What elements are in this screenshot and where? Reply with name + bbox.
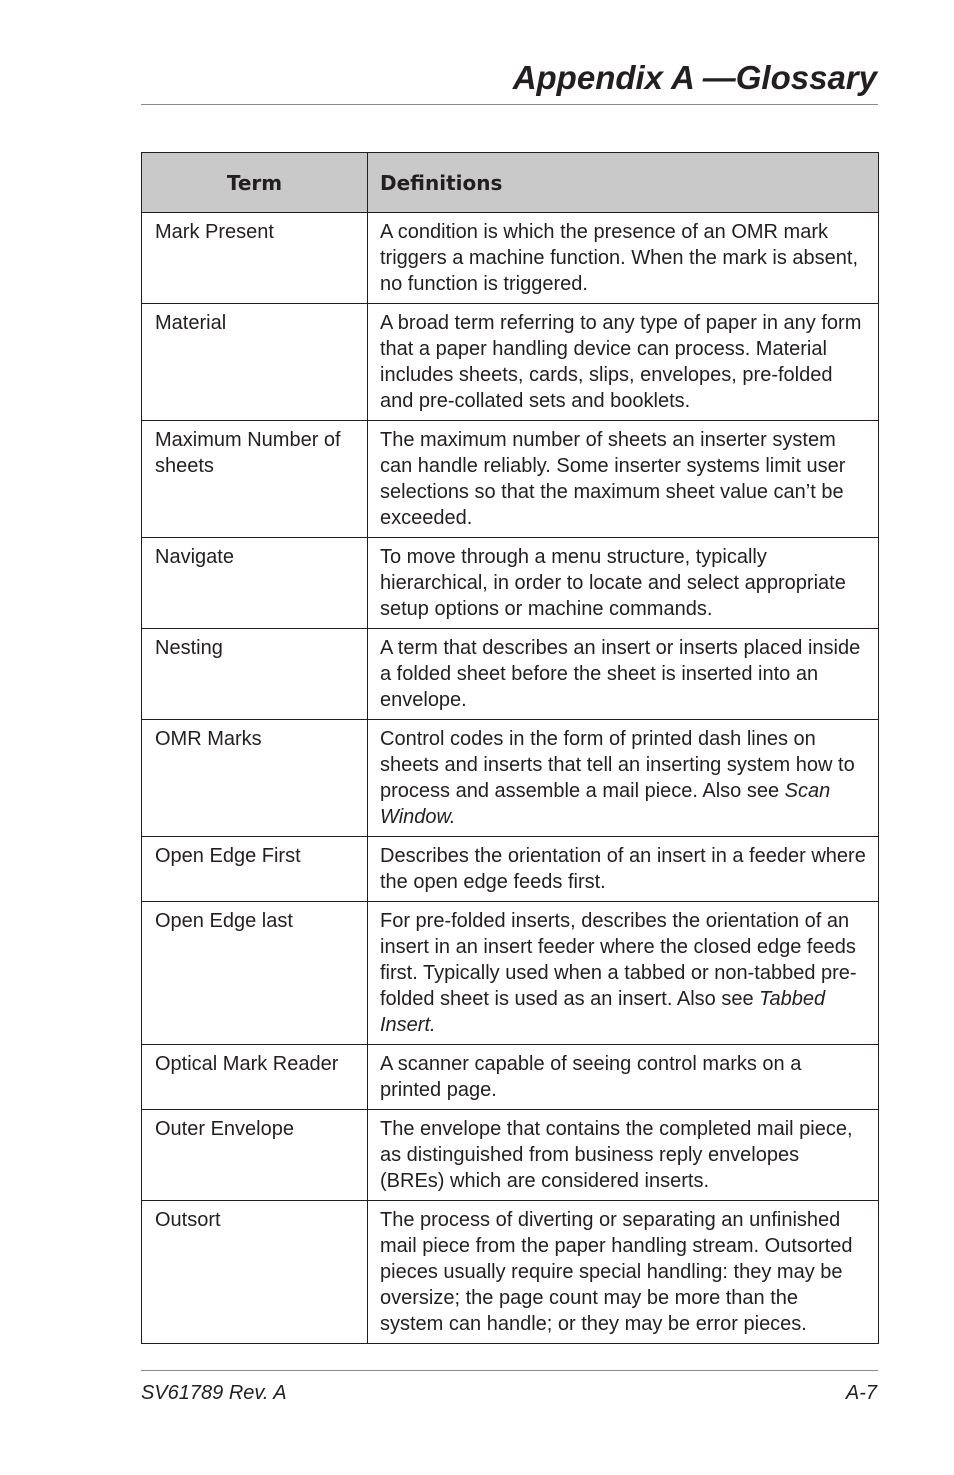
definition-cell xyxy=(368,1045,879,1110)
definition-cell xyxy=(368,837,879,902)
definition-text: A term that describes an insert or inserts placed inside a folded sheet before the sheet is inserted into an envelope. xyxy=(380,637,861,711)
table-row xyxy=(142,1045,879,1110)
definition-cell xyxy=(368,629,879,720)
definition-cell xyxy=(368,538,879,629)
term-cell: Outer Envelope xyxy=(142,1110,368,1201)
table-row xyxy=(142,629,879,720)
term-cell: Navigate xyxy=(142,538,368,629)
definition-cell xyxy=(368,720,879,837)
see-also-reference: Tabbed Insert. xyxy=(380,988,826,1036)
table-row xyxy=(142,837,879,902)
term-cell: Open Edge First xyxy=(142,837,368,902)
table-row xyxy=(142,720,879,837)
definition-text: The process of diverting or separating an unfinished mail piece from the paper handling stream. Outsorted pieces usually require special handling: they may be oversize; the page count may be more than the system can handle; or they may be error pieces. xyxy=(380,1209,853,1335)
title-divider xyxy=(141,104,878,105)
definition-cell xyxy=(368,421,879,538)
page-title: Appendix A —Glossary xyxy=(512,59,877,96)
table-row xyxy=(142,538,879,629)
term-cell: Open Edge last xyxy=(142,902,368,1045)
term-cell: Outsort xyxy=(142,1201,368,1344)
table-header-row xyxy=(142,153,879,213)
definition-text: A condition is which the presence of an OMR mark triggers a machine function. When the mark is absent, no function is triggered. xyxy=(380,221,859,295)
definition-cell xyxy=(368,902,879,1045)
column-header-term: Term xyxy=(142,153,368,213)
definition-text: A broad term referring to any type of paper in any form that a paper handling device can process. Material includes sheets, cards, slips, envelopes, pre-folded and pre-collated sets and booklets. xyxy=(380,312,862,412)
table-row xyxy=(142,1110,879,1201)
definition-cell xyxy=(368,1110,879,1201)
definition-cell xyxy=(368,1201,879,1344)
definition-cell xyxy=(368,213,879,304)
see-also-reference: Scan Window. xyxy=(380,780,831,828)
glossary-table xyxy=(141,152,879,1344)
footer-page-number: A-7 xyxy=(845,1382,877,1404)
term-cell: Material xyxy=(142,304,368,421)
definition-text: To move through a menu structure, typically hierarchical, in order to locate and select appropriate setup options or machine commands. xyxy=(380,546,846,620)
column-header-definitions: Definitions xyxy=(368,153,879,213)
definition-text: Describes the orientation of an insert in a feeder where the open edge feeds first. xyxy=(380,845,866,893)
table-row xyxy=(142,213,879,304)
table-row xyxy=(142,902,879,1045)
definition-text: The envelope that contains the completed mail piece, as distinguished from business reply envelopes (BREs) which are considered inserts. xyxy=(380,1118,853,1192)
term-cell: Optical Mark Reader xyxy=(142,1045,368,1110)
footer-divider xyxy=(141,1370,878,1371)
definition-text: Control codes in the form of printed dash lines on sheets and inserts that tell an inserting system how to process and assemble a mail piece. Also see xyxy=(380,728,855,802)
footer-document-number: SV61789 Rev. A xyxy=(141,1382,287,1404)
term-cell: OMR Marks xyxy=(142,720,368,837)
table-row xyxy=(142,421,879,538)
definition-text: The maximum number of sheets an inserter system can handle reliably. Some inserter systems limit user selections so that the maximum sheet value can’t be exceeded. xyxy=(380,429,846,529)
table-row xyxy=(142,1201,879,1344)
definition-text: A scanner capable of seeing control marks on a printed page. xyxy=(380,1053,802,1101)
term-cell: Nesting xyxy=(142,629,368,720)
table-row xyxy=(142,304,879,421)
definition-cell xyxy=(368,304,879,421)
term-cell: Maximum Number of sheets xyxy=(142,421,368,538)
definition-text: For pre-folded inserts, describes the orientation of an insert in an insert feeder where the closed edge feeds first. Typically used when a tabbed or non-tabbed pre-folded sheet is used as an insert. Also see xyxy=(380,910,857,1010)
term-cell: Mark Present xyxy=(142,213,368,304)
